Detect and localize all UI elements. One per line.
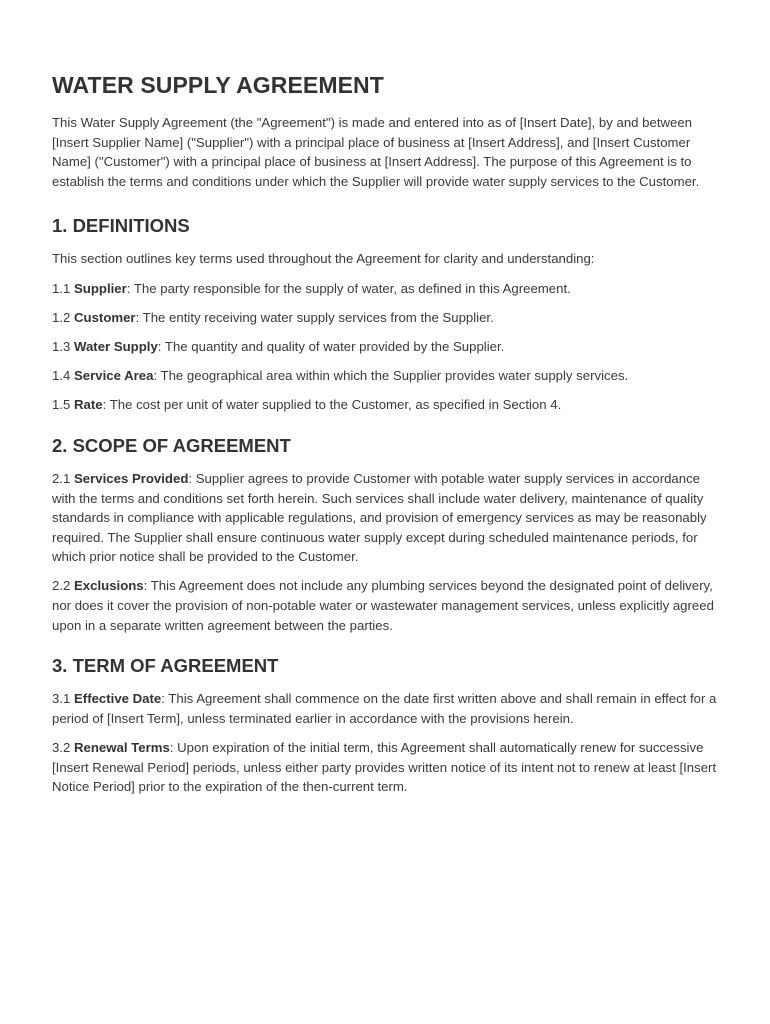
clause-text: : The entity receiving water supply services from the Supplier. [135, 309, 494, 325]
clause-text: : This Agreement does not include any plumbing services beyond the designated point of delivery, nor does it cover the provision of non-potable water or wastewater management services, unless explicitly agreed upon in a separate written agreement between the parties. [52, 578, 714, 633]
clause-1-1 [52, 279, 720, 299]
clause-number: 1.4 [52, 368, 71, 384]
clause-number: 3.2 [52, 740, 71, 756]
clause-text: : The party responsible for the supply of water, as defined in this Agreement. [126, 280, 571, 296]
section-definitions [52, 214, 720, 415]
document-title: WATER SUPPLY AGREEMENT [52, 72, 384, 98]
document-page [52, 70, 720, 816]
clause-text: : Supplier agrees to provide Customer with potable water supply services in accordance with the terms and conditions set forth herein. Such services shall include water delivery, maintenance of quality standards in compliance with applicable regulations, and provision of emergency services as may be reasonably required. The Supplier shall ensure continuous water supply except during scheduled maintenance periods, for which prior notice shall be provided to the Customer. [52, 470, 707, 565]
section-heading: 1. DEFINITIONS [52, 215, 190, 237]
section-lead: This section outlines key terms used throughout the Agreement for clarity and understanding: [52, 251, 595, 267]
clause-1-5 [52, 395, 720, 415]
clause-2-1 [52, 469, 720, 567]
clause-text: : The cost per unit of water supplied to the Customer, as specified in Section 4. [102, 397, 562, 413]
section-scope [52, 434, 720, 635]
clause-number: 1.3 [52, 338, 71, 354]
intro-paragraph: This Water Supply Agreement (the "Agreement") is made and entered into as of [Insert Date], by and between [Insert Supplier Name] ("Supplier") with a principal place of business at [Insert Address], and [Insert Customer Name] ("Customer") with a principal place of business at [Insert Address]. The purpose of this Agreement is to establish the terms and conditions under which the Supplier will provide water supply services to the Customer. [52, 115, 700, 189]
clause-term: Effective Date [74, 691, 162, 707]
clause-term: Service Area [74, 368, 154, 384]
clause-number: 2.1 [52, 470, 71, 486]
section-heading: 3. TERM OF AGREEMENT [52, 655, 279, 677]
clause-term: Customer [74, 309, 136, 325]
clause-1-2 [52, 308, 720, 328]
clause-text: : The quantity and quality of water provided by the Supplier. [157, 338, 505, 354]
clause-1-4 [52, 366, 720, 386]
section-heading: 2. SCOPE OF AGREEMENT [52, 434, 291, 456]
clause-term: Renewal Terms [74, 740, 170, 756]
clause-term: Water Supply [74, 338, 158, 354]
clause-text: : This Agreement shall commence on the date first written above and shall remain in effect for a period of [Insert Term], unless terminated earlier in accordance with the provisions herein. [52, 691, 717, 726]
clause-number: 1.5 [52, 397, 71, 413]
clause-term: Exclusions [74, 578, 144, 594]
section-term [52, 654, 720, 797]
clause-3-2 [52, 738, 720, 797]
clause-text: : The geographical area within which the Supplier provides water supply services. [153, 368, 629, 384]
clause-number: 1.1 [52, 280, 71, 296]
clause-term: Rate [74, 397, 103, 413]
clause-3-1 [52, 689, 720, 728]
clause-number: 1.2 [52, 309, 71, 325]
clause-2-2 [52, 576, 720, 635]
clause-1-3 [52, 337, 720, 357]
clause-term: Services Provided [74, 470, 189, 486]
clause-number: 3.1 [52, 691, 71, 707]
clause-term: Supplier [74, 280, 127, 296]
clause-text: : Upon expiration of the initial term, this Agreement shall automatically renew for successive [Insert Renewal Period] periods, unless either party provides written notice of its intent not to renew at least [Insert Notice Period] prior to the expiration of the then-current term. [52, 740, 717, 795]
clause-number: 2.2 [52, 578, 71, 594]
